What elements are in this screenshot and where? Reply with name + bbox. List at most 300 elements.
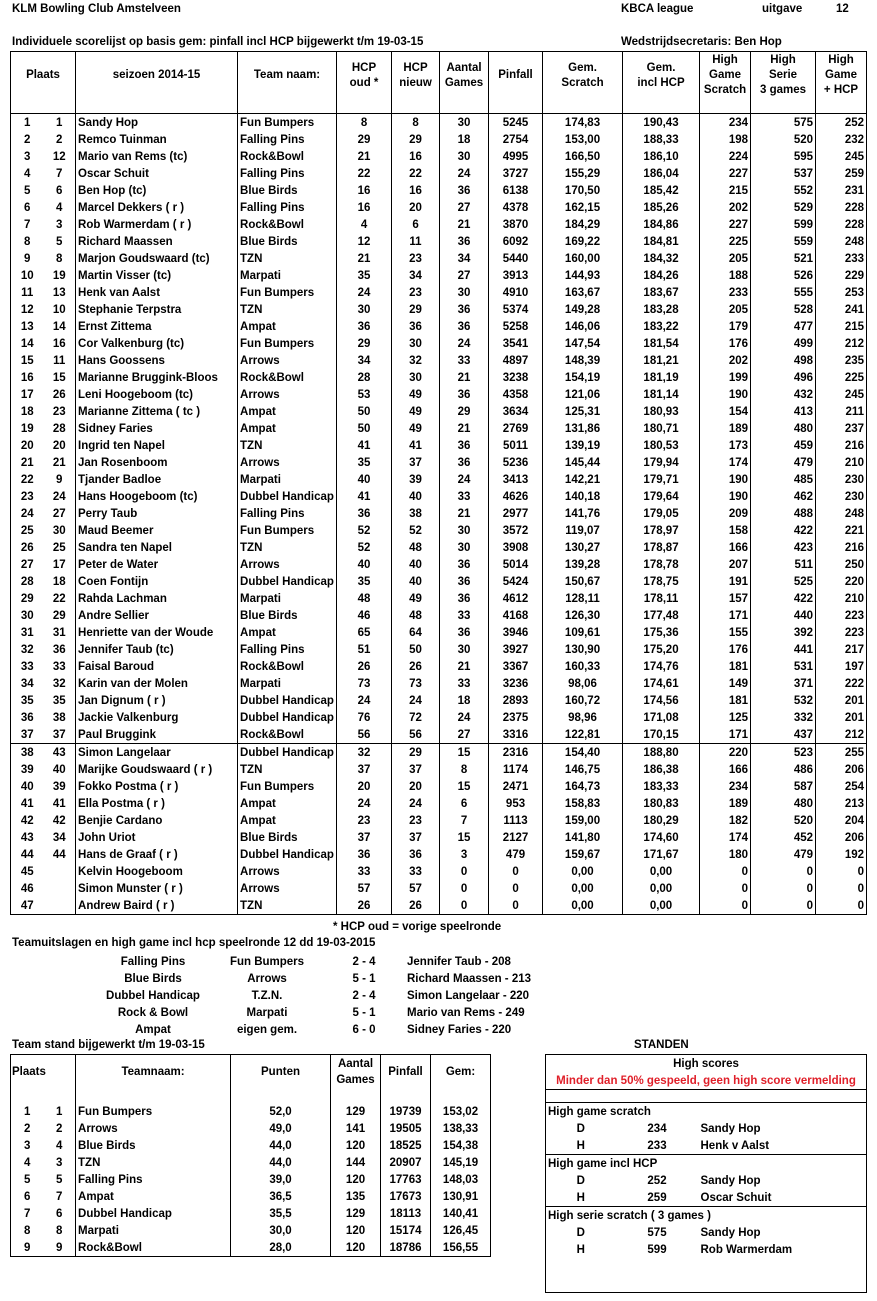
games-cell: 27: [440, 726, 489, 744]
table-row: [11, 250, 867, 267]
player-name: Marianne Zittema ( tc ): [76, 403, 238, 420]
gem-scratch-cell: 125,31: [543, 403, 623, 420]
hg-scratch-cell: 234: [700, 778, 751, 795]
hcp-nieuw-cell: 8: [392, 114, 440, 132]
rank-cell: 19: [11, 420, 44, 437]
games-cell: 33: [440, 352, 489, 369]
table-row: [11, 590, 867, 607]
hs-player: Sandy Hop: [699, 1224, 867, 1241]
hg-scratch-cell: 157: [700, 590, 751, 607]
hg-scratch-cell: 174: [700, 829, 751, 846]
gem-cell: 126,45: [431, 1222, 491, 1239]
rank-cell: 31: [11, 624, 44, 641]
hs-3-cell: 595: [751, 148, 816, 165]
hs-3-cell: 532: [751, 692, 816, 709]
hcp-oud-cell: 26: [337, 897, 392, 915]
hg-scratch-cell: 176: [700, 335, 751, 352]
gem-cell: 154,38: [431, 1137, 491, 1154]
gem-scratch-cell: 98,96: [543, 709, 623, 726]
col-games: Aantal Games: [331, 1055, 381, 1090]
table-row: [11, 675, 867, 692]
games-cell: 36: [440, 624, 489, 641]
hs-3-cell: 0: [751, 863, 816, 880]
pinfall-cell: 3541: [489, 335, 543, 352]
hg-hcp-cell: 220: [816, 573, 867, 590]
gem-hcp-cell: 186,04: [623, 165, 700, 182]
hg-hcp-cell: 232: [816, 131, 867, 148]
games-cell: 24: [440, 165, 489, 182]
hcp-oud-cell: 41: [337, 488, 392, 505]
gem-scratch-cell: 109,61: [543, 624, 623, 641]
hg-hcp-cell: 215: [816, 318, 867, 335]
team-name: Blue Birds: [238, 829, 337, 846]
hcp-oud-cell: 12: [337, 233, 392, 250]
hcp-oud-cell: 8: [337, 114, 392, 132]
hs-3-cell: 528: [751, 301, 816, 318]
rank-cell: 35: [11, 692, 44, 709]
hg-scratch-cell: 205: [700, 250, 751, 267]
rank-cell: 27: [11, 556, 44, 573]
rank-cell: 23: [11, 488, 44, 505]
hcp-nieuw-cell: 40: [392, 488, 440, 505]
table-row: [11, 778, 867, 795]
gem-scratch-cell: 149,28: [543, 301, 623, 318]
hcp-nieuw-cell: 30: [392, 335, 440, 352]
player-name: Henriette van der Woude: [76, 624, 238, 641]
gem-hcp-cell: 184,81: [623, 233, 700, 250]
rank-cell: 38: [11, 744, 44, 762]
hcp-oud-cell: 56: [337, 726, 392, 744]
team-name: Rock&Bowl: [238, 658, 337, 675]
prev-rank-cell: 10: [44, 301, 76, 318]
pinfall-cell: 4378: [489, 199, 543, 216]
standings-row: [11, 1171, 491, 1188]
gem-hcp-cell: 180,83: [623, 795, 700, 812]
gem-scratch-cell: 159,67: [543, 846, 623, 863]
table-row: [11, 641, 867, 658]
hcp-nieuw-cell: 24: [392, 692, 440, 709]
rank-cell: 14: [11, 335, 44, 352]
hg-scratch-cell: 179: [700, 318, 751, 335]
col-teamnaam: Teamnaam:: [76, 1055, 231, 1090]
hg-scratch-cell: 202: [700, 352, 751, 369]
gem-scratch-cell: 169,22: [543, 233, 623, 250]
col-team: Team naam:: [238, 52, 337, 100]
home-team: Dubbel Handicap: [106, 990, 200, 1002]
result-row: [95, 954, 565, 971]
pinfall-cell: 3367: [489, 658, 543, 675]
prev-rank-cell: 32: [44, 675, 76, 692]
hcp-nieuw-cell: 16: [392, 148, 440, 165]
rank-cell: 12: [11, 301, 44, 318]
team-name: Dubbel Handicap: [238, 709, 337, 726]
hs-3-cell: 575: [751, 114, 816, 132]
standings-row: [11, 1222, 491, 1239]
hs-score: 259: [647, 1191, 667, 1204]
gem-hcp-cell: 179,64: [623, 488, 700, 505]
pinfall-cell: 18786: [381, 1239, 431, 1257]
hcp-oud-cell: 16: [337, 182, 392, 199]
games-cell: 129: [331, 1103, 381, 1120]
games-cell: 144: [331, 1154, 381, 1171]
hg-scratch-cell: 171: [700, 726, 751, 744]
hs-type: H: [546, 1241, 616, 1258]
pinfall-cell: 0: [489, 897, 543, 915]
hcp-nieuw-cell: 49: [392, 403, 440, 420]
table-row: [11, 182, 867, 199]
prev-rank-cell: 21: [44, 454, 76, 471]
edition-label: uitgave: [762, 3, 803, 15]
table-row: [11, 709, 867, 726]
gem-hcp-cell: 180,53: [623, 437, 700, 454]
rank-cell: 11: [11, 284, 44, 301]
hs-3-cell: 437: [751, 726, 816, 744]
team-name: Arrows: [238, 386, 337, 403]
player-name: Marcel Dekkers ( r ): [76, 199, 238, 216]
rank-cell: 33: [11, 658, 44, 675]
games-cell: 36: [440, 318, 489, 335]
hcp-nieuw-cell: 23: [392, 284, 440, 301]
table-row: [11, 216, 867, 233]
hcp-oud-cell: 40: [337, 471, 392, 488]
gem-hcp-cell: 178,75: [623, 573, 700, 590]
pinfall-cell: 18113: [381, 1205, 431, 1222]
team-name: TZN: [238, 897, 337, 915]
table-row: [11, 539, 867, 556]
player-score-table: [10, 51, 867, 915]
standings-row: [11, 1205, 491, 1222]
rank-cell: 13: [11, 318, 44, 335]
rank-cell: 10: [11, 267, 44, 284]
gem-hcp-cell: 185,42: [623, 182, 700, 199]
gem-hcp-cell: 177,48: [623, 607, 700, 624]
games-cell: 33: [440, 675, 489, 692]
hs-type: H: [546, 1137, 616, 1155]
hcp-oud-cell: 35: [337, 267, 392, 284]
hg-hcp-cell: 235: [816, 352, 867, 369]
prev-rank-cell: [44, 897, 76, 915]
player-name: Coen Fontijn: [76, 573, 238, 590]
hcp-nieuw-cell: 20: [392, 778, 440, 795]
player-name: Ingrid ten Napel: [76, 437, 238, 454]
gem-hcp-cell: 181,21: [623, 352, 700, 369]
pinfall-cell: 6138: [489, 182, 543, 199]
hs-section-title: High game incl HCP: [546, 1155, 867, 1173]
prev-rank-cell: 38: [44, 709, 76, 726]
hg-hcp-cell: 0: [816, 863, 867, 880]
table-row: [11, 267, 867, 284]
prev-rank-cell: 24: [44, 488, 76, 505]
prev-rank-cell: 19: [44, 267, 76, 284]
prev-rank-cell: 4: [44, 1137, 76, 1154]
games-cell: 21: [440, 216, 489, 233]
team-name: Ampat: [238, 624, 337, 641]
hg-scratch-cell: 198: [700, 131, 751, 148]
rank-cell: 41: [11, 795, 44, 812]
prev-rank-cell: 3: [44, 1154, 76, 1171]
team-name: Falling Pins: [76, 1171, 231, 1188]
hcp-nieuw-cell: 29: [392, 744, 440, 762]
away-team: T.Z.N.: [251, 990, 283, 1002]
pinfall-cell: 2977: [489, 505, 543, 522]
table-row: [11, 199, 867, 216]
high-game: Mario van Rems - 249: [407, 1007, 525, 1019]
hcp-note: * HCP oud = vorige speelronde: [333, 921, 502, 933]
hcp-oud-cell: 29: [337, 335, 392, 352]
player-name: Sandy Hop: [76, 114, 238, 132]
high-game: Simon Langelaar - 220: [407, 990, 530, 1002]
pinfall-cell: 0: [489, 863, 543, 880]
gem-scratch-cell: 158,83: [543, 795, 623, 812]
hg-hcp-cell: 248: [816, 233, 867, 250]
team-name: Arrows: [238, 556, 337, 573]
games-cell: 120: [331, 1171, 381, 1188]
team-name: Blue Birds: [238, 233, 337, 250]
hs-3-cell: 452: [751, 829, 816, 846]
gem-hcp-cell: 183,22: [623, 318, 700, 335]
team-name: Blue Birds: [238, 607, 337, 624]
hcp-nieuw-cell: 40: [392, 556, 440, 573]
prev-rank-cell: 1: [44, 114, 76, 132]
rank-cell: 2: [11, 1120, 44, 1137]
rank-cell: 4: [11, 1154, 44, 1171]
result-row: [95, 971, 565, 988]
prev-rank-cell: 28: [44, 420, 76, 437]
team-name: Falling Pins: [238, 131, 337, 148]
standings-row: [11, 1239, 491, 1257]
games-cell: 36: [440, 573, 489, 590]
hs-3-cell: 423: [751, 539, 816, 556]
team-name: Dubbel Handicap: [238, 744, 337, 762]
hcp-nieuw-cell: 49: [392, 386, 440, 403]
hg-scratch-cell: 190: [700, 471, 751, 488]
prev-rank-cell: 16: [44, 335, 76, 352]
hcp-nieuw-cell: 26: [392, 897, 440, 915]
player-name: Andrew Baird ( r ): [76, 897, 238, 915]
player-name: Oscar Schuit: [76, 165, 238, 182]
hg-hcp-cell: 250: [816, 556, 867, 573]
team-name: Fun Bumpers: [238, 114, 337, 132]
pinfall-cell: 3727: [489, 165, 543, 182]
high-scores-title: High scores: [546, 1055, 867, 1073]
rank-cell: 42: [11, 812, 44, 829]
table-row: [11, 812, 867, 829]
pinfall-cell: 2769: [489, 420, 543, 437]
standings-row: [11, 1154, 491, 1171]
rank-cell: 5: [11, 182, 44, 199]
player-name: Sandra ten Napel: [76, 539, 238, 556]
games-cell: 18: [440, 692, 489, 709]
games-cell: 7: [440, 812, 489, 829]
col-hcp-nieuw: HCP nieuw: [392, 52, 440, 100]
col-gem-scratch: Gem. Scratch: [543, 52, 623, 100]
hs-3-cell: 422: [751, 590, 816, 607]
pinfall-cell: 5258: [489, 318, 543, 335]
rank-cell: 18: [11, 403, 44, 420]
hg-hcp-cell: 254: [816, 778, 867, 795]
hcp-oud-cell: 57: [337, 880, 392, 897]
hcp-oud-cell: 48: [337, 590, 392, 607]
hg-hcp-cell: 210: [816, 454, 867, 471]
prev-rank-cell: 20: [44, 437, 76, 454]
gem-hcp-cell: 175,36: [623, 624, 700, 641]
gem-scratch-cell: 160,72: [543, 692, 623, 709]
hcp-nieuw-cell: 37: [392, 761, 440, 778]
table-row: [11, 386, 867, 403]
prev-rank-cell: 12: [44, 148, 76, 165]
table-row: [11, 233, 867, 250]
prev-rank-cell: 2: [44, 131, 76, 148]
team-name: Ampat: [238, 318, 337, 335]
table-row: [11, 846, 867, 863]
pinfall-cell: 18525: [381, 1137, 431, 1154]
hcp-nieuw-cell: 48: [392, 539, 440, 556]
hg-scratch-cell: 234: [700, 114, 751, 132]
gem-cell: 153,02: [431, 1103, 491, 1120]
pinfall-cell: 5374: [489, 301, 543, 318]
hs-player: Rob Warmerdam: [699, 1241, 867, 1258]
player-name: Marijke Goudswaard ( r ): [76, 761, 238, 778]
gem-scratch-cell: 184,29: [543, 216, 623, 233]
pinfall-cell: 5245: [489, 114, 543, 132]
table-row: [11, 726, 867, 744]
team-name: Ampat: [76, 1188, 231, 1205]
team-name: Rock&Bowl: [238, 216, 337, 233]
prev-rank-cell: 36: [44, 641, 76, 658]
prev-rank-cell: 42: [44, 812, 76, 829]
hs-row: [546, 1120, 867, 1137]
hg-scratch-cell: 209: [700, 505, 751, 522]
gem-scratch-cell: 126,30: [543, 607, 623, 624]
prev-rank-cell: 26: [44, 386, 76, 403]
team-name: Fun Bumpers: [238, 284, 337, 301]
table-row: [11, 573, 867, 590]
gem-hcp-cell: 170,15: [623, 726, 700, 744]
standings-row: [11, 1137, 491, 1154]
hg-hcp-cell: 228: [816, 216, 867, 233]
gem-hcp-cell: 186,10: [623, 148, 700, 165]
prev-rank-cell: 9: [44, 1239, 76, 1257]
player-name: Hans de Graaf ( r ): [76, 846, 238, 863]
hg-hcp-cell: 213: [816, 795, 867, 812]
prev-rank-cell: 2: [44, 1120, 76, 1137]
games-cell: 24: [440, 335, 489, 352]
hg-scratch-cell: 202: [700, 199, 751, 216]
team-name: Falling Pins: [238, 199, 337, 216]
pinfall-cell: 4910: [489, 284, 543, 301]
col-pinfall: Pinfall: [489, 52, 543, 100]
hcp-nieuw-cell: 50: [392, 641, 440, 658]
hs-3-cell: 496: [751, 369, 816, 386]
gem-scratch-cell: 170,50: [543, 182, 623, 199]
rank-cell: 28: [11, 573, 44, 590]
table-row: [11, 352, 867, 369]
team-name: Dubbel Handicap: [238, 488, 337, 505]
rank-cell: 29: [11, 590, 44, 607]
rank-cell: 1: [11, 114, 44, 132]
table-row: [11, 829, 867, 846]
hs-type: H: [546, 1189, 616, 1207]
games-cell: 27: [440, 199, 489, 216]
punten-cell: 39,0: [231, 1171, 331, 1188]
pinfall-cell: 5014: [489, 556, 543, 573]
hg-scratch-cell: 182: [700, 812, 751, 829]
gem-scratch-cell: 0,00: [543, 880, 623, 897]
hs-3-cell: 526: [751, 267, 816, 284]
hg-hcp-cell: 212: [816, 726, 867, 744]
pinfall-cell: 1174: [489, 761, 543, 778]
col-pinfall: Pinfall: [381, 1055, 431, 1090]
gem-scratch-cell: 131,86: [543, 420, 623, 437]
hg-scratch-cell: 158: [700, 522, 751, 539]
games-cell: 36: [440, 454, 489, 471]
hg-scratch-cell: 0: [700, 897, 751, 915]
hcp-oud-cell: 40: [337, 556, 392, 573]
hcp-nieuw-cell: 30: [392, 369, 440, 386]
player-name: Jackie Valkenburg: [76, 709, 238, 726]
games-cell: 3: [440, 846, 489, 863]
prev-rank-cell: 29: [44, 607, 76, 624]
hcp-nieuw-cell: 36: [392, 318, 440, 335]
hg-hcp-cell: 223: [816, 624, 867, 641]
hg-hcp-cell: 204: [816, 812, 867, 829]
col-seizoen: seizoen 2014-15: [76, 52, 238, 100]
hcp-nieuw-cell: 33: [392, 863, 440, 880]
gem-scratch-cell: 139,19: [543, 437, 623, 454]
hs-3-cell: 552: [751, 182, 816, 199]
team-name: Falling Pins: [238, 165, 337, 182]
team-name: Fun Bumpers: [238, 522, 337, 539]
pinfall-cell: 17763: [381, 1171, 431, 1188]
hcp-oud-cell: 36: [337, 505, 392, 522]
hg-hcp-cell: 225: [816, 369, 867, 386]
player-name: Sidney Faries: [76, 420, 238, 437]
games-cell: 30: [440, 114, 489, 132]
hs-row: [546, 1137, 867, 1155]
gem-hcp-cell: 171,67: [623, 846, 700, 863]
table-row: [11, 607, 867, 624]
gem-cell: 140,41: [431, 1205, 491, 1222]
rank-cell: 25: [11, 522, 44, 539]
gem-hcp-cell: 188,33: [623, 131, 700, 148]
player-name: Karin van der Molen: [76, 675, 238, 692]
hg-scratch-cell: 180: [700, 846, 751, 863]
hg-scratch-cell: 190: [700, 386, 751, 403]
hcp-nieuw-cell: 49: [392, 420, 440, 437]
games-cell: 36: [440, 233, 489, 250]
col-punten: Punten: [231, 1055, 331, 1090]
prev-rank-cell: 22: [44, 590, 76, 607]
hcp-oud-cell: 37: [337, 761, 392, 778]
prev-rank-cell: 8: [44, 1222, 76, 1239]
prev-rank-cell: 4: [44, 199, 76, 216]
prev-rank-cell: 18: [44, 573, 76, 590]
hcp-nieuw-cell: 57: [392, 880, 440, 897]
team-name: TZN: [238, 539, 337, 556]
table-row: [11, 318, 867, 335]
hs-score: 599: [647, 1243, 667, 1256]
rank-cell: 15: [11, 352, 44, 369]
gem-hcp-cell: 184,32: [623, 250, 700, 267]
hcp-oud-cell: 73: [337, 675, 392, 692]
hcp-nieuw-cell: 23: [392, 812, 440, 829]
player-name: Ella Postma ( r ): [76, 795, 238, 812]
hs-3-cell: 555: [751, 284, 816, 301]
hs-row: [546, 1189, 867, 1207]
pinfall-cell: 3927: [489, 641, 543, 658]
table-row: [11, 420, 867, 437]
gem-cell: 130,91: [431, 1188, 491, 1205]
